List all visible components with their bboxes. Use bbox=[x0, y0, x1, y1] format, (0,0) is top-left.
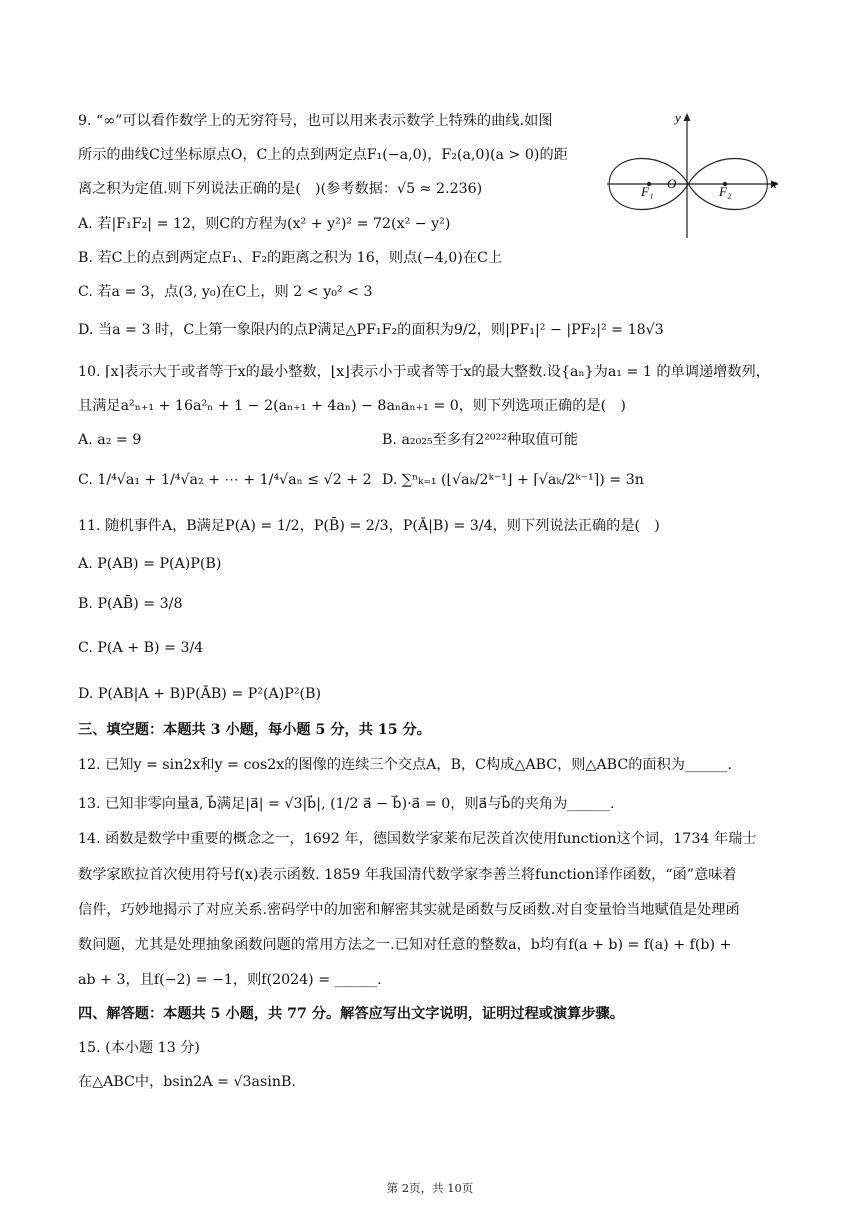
q11-option-a: A. P(AB) = P(A)P(B) bbox=[78, 556, 222, 572]
q14-line-4: 数问题，尤其是处理抽象函数问题的常用方法之一.已知对任意的整数a，b均有f(a + b) = f(a) + f(b) + bbox=[78, 937, 732, 953]
section-4-heading: 四、解答题：本题共 5 小题，共 77 分。解答应写出文字说明，证明过程或演算步骤。 bbox=[78, 1006, 624, 1022]
page-footer: 第 2页，共 10页 bbox=[386, 1181, 474, 1195]
q14-line-3: 信件，巧妙地揭示了对应关系.密码学中的加密和解密其实就是函数与反函数.对自变量恰当地赋值是处理函 bbox=[78, 902, 740, 918]
q9-option-a: A. 若|F₁F₂| = 12，则C的方程为(x² + y²)² = 72(x² − y²) bbox=[78, 216, 451, 232]
q9-line-1: 9. “∞”可以看作数学上的无穷符号，也可以用来表示数学上特殊的曲线.如图 bbox=[78, 113, 553, 129]
q9-option-c: C. 若a = 3，点(3, y₀)在C上，则 2 < y₀² < 3 bbox=[78, 284, 373, 300]
lemniscate-figure bbox=[603, 108, 783, 240]
q9-option-d: D. 当a = 3 时，C上第一象限内的点P满足△PF₁F₂的面积为9/2，则|PF₁|² − |PF₂|² = 18√3 bbox=[78, 322, 664, 338]
q9-line-3: 离之积为定值.则下列说法正确的是( )(参考数据：√5 ≈ 2.236) bbox=[78, 181, 483, 197]
q10-option-c: C. 1/⁴√a₁ + 1/⁴√a₂ + ⋯ + 1/⁴√aₙ ≤ √2 + 2 bbox=[78, 472, 372, 488]
q10-option-a: A. a₂ = 9 bbox=[78, 432, 142, 448]
q11-option-c: C. P(A + B) = 3/4 bbox=[78, 640, 204, 656]
q14-line-2: 数学家欧拉首次使用符号f(x)表示函数. 1859 年我国清代数学家李善兰将function译作函数，“函”意味着 bbox=[78, 867, 737, 883]
q9-line-2: 所示的曲线C过坐标原点O，C上的点到两定点F₁(−a,0)，F₂(a,0)(a > 0)的距 bbox=[78, 147, 568, 163]
q12: 12. 已知y = sin2x和y = cos2x的图像的连续三个交点A，B，C构成△ABC，则△ABC的面积为______. bbox=[78, 757, 733, 773]
f1-label: F₁ bbox=[641, 184, 654, 199]
q11-option-d: D. P(AB|A + B)P(ĀB) = P²(A)P²(B) bbox=[78, 686, 322, 702]
q11-stem: 11. 随机事件A，B满足P(A) = 1/2，P(B̄) = 2/3，P(Ā|B) = 3/4，则下列说法正确的是( ) bbox=[78, 518, 660, 534]
q10-option-d: D. ∑ⁿₖ₌₁ (⌊√aₖ/2ᵏ⁻¹⌋ + ⌈√aₖ/2ᵏ⁻¹⌉) = 3n bbox=[382, 472, 644, 488]
q14-line-5: ab + 3，且f(−2) = −1，则f(2024) = ______. bbox=[78, 972, 382, 988]
q9-option-b: B. 若C上的点到两定点F₁、F₂的距离之积为 16，则点(−4,0)在C上 bbox=[78, 250, 503, 266]
x-axis-label: x bbox=[771, 176, 777, 191]
q10-option-b: B. a₂₀₂₅至多有2²⁰²²种取值可能 bbox=[382, 432, 578, 448]
section-3-heading: 三、填空题：本题共 3 小题，每小题 5 分，共 15 分。 bbox=[78, 722, 431, 738]
q10-line-1: 10. ⌈x⌉表示大于或者等于x的最小整数，⌊x⌋表示小于或者等于x的最大整数.设{aₙ}为a₁ = 1 的单调递增数列， bbox=[78, 364, 770, 380]
q15-stem: 在△ABC中，bsin2A = √3asinB. bbox=[78, 1074, 296, 1090]
f2-label: F₂ bbox=[719, 184, 732, 199]
y-axis-arrow bbox=[684, 113, 691, 121]
q14-line-1: 14. 函数是数学中重要的概念之一，1692 年，德国数学家莱布尼茨首次使用function这个词，1734 年瑞士 bbox=[78, 831, 757, 847]
q10-line-2: 且满足a²ₙ₊₁ + 16a²ₙ + 1 − 2(aₙ₊₁ + 4aₙ) − 8aₙaₙ₊₁ = 0，则下列选项正确的是( ) bbox=[78, 398, 626, 414]
y-axis-label: y bbox=[675, 110, 681, 125]
origin-label: O bbox=[667, 176, 677, 191]
q13: 13. 已知非零向量a⃗, b⃗满足|a⃗| = √3|b⃗|, (1/2 a⃗ − b⃗)·a⃗ = 0，则a⃗与b⃗的夹角为______. bbox=[78, 796, 615, 812]
q15-header: 15. (本小题 13 分) bbox=[78, 1040, 200, 1056]
q11-option-b: B. P(AB̄) = 3/8 bbox=[78, 596, 183, 612]
